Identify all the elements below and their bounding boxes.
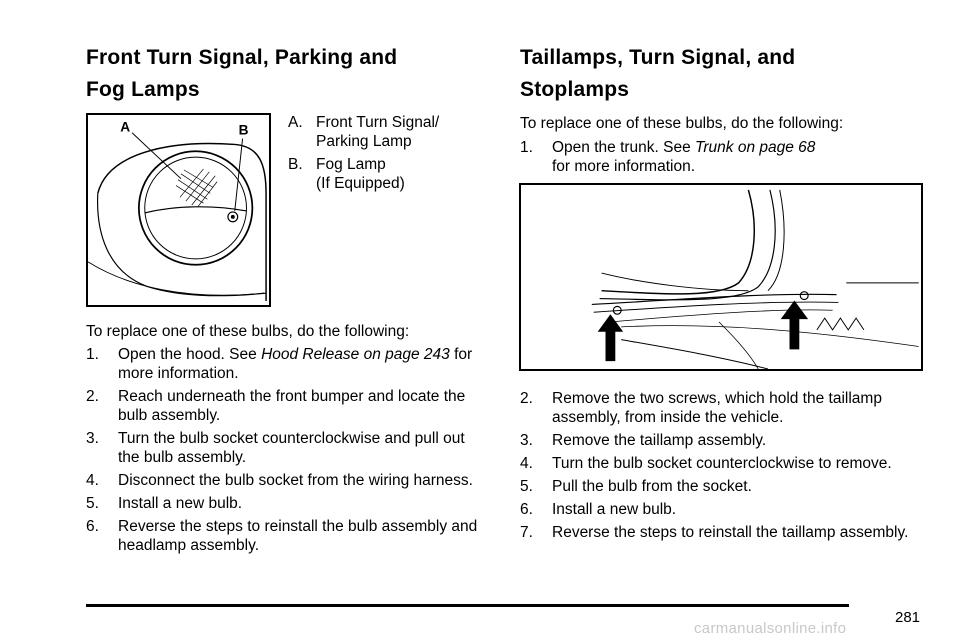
step-text: Disconnect the bulb socket from the wiring harness. [118, 472, 473, 489]
step-text: Turn the bulb socket counterclockwise and pull out the bulb assembly. [118, 430, 465, 466]
step-text-before: Open the trunk. See [552, 139, 696, 156]
step-number: 4. [520, 455, 533, 472]
step-number: 2. [86, 388, 99, 405]
callout-letter: A. [288, 114, 303, 131]
left-intro-text: To replace one of these bulbs, do the following: [86, 323, 410, 340]
hood-release-link[interactable]: Hood Release on page 243 [261, 346, 450, 363]
step-item [520, 477, 920, 496]
watermark: carmanualsonline.info [694, 620, 847, 637]
step-item [520, 523, 920, 542]
step-text: Remove the two screws, which hold the taillamp assembly, from inside the vehicle. [552, 390, 882, 426]
callout-text-line: (If Equipped) [316, 175, 405, 192]
step-item [86, 345, 486, 383]
figure-label-a: A [120, 119, 131, 135]
page-number: 281 [895, 609, 921, 626]
step-text: Install a new bulb. [118, 495, 243, 512]
step-item [520, 389, 920, 427]
heading-line: Fog Lamps [86, 78, 200, 101]
taillamp-step-one [520, 138, 920, 180]
step-text [118, 345, 486, 383]
callout-item [288, 113, 478, 151]
heading-line: Front Turn Signal, Parking and [86, 46, 398, 69]
callout-text-line: Fog Lamp [316, 156, 386, 173]
step-text: Turn the bulb socket counterclockwise to remove. [552, 455, 892, 472]
step-item [520, 431, 920, 450]
step-number: 1. [86, 346, 99, 363]
callout-text-line: Front Turn Signal/ [316, 114, 440, 131]
step-number: 6. [86, 518, 99, 535]
taillamp-illustration [519, 183, 923, 371]
step-item [520, 500, 920, 519]
right-intro-text: To replace one of these bulbs, do the following: [520, 115, 844, 132]
step-number: 1. [520, 139, 533, 156]
step-number: 2. [520, 390, 533, 407]
step-number: 3. [86, 430, 99, 447]
taillamp-steps [520, 389, 920, 546]
front-lamp-illustration [86, 113, 271, 307]
step-text: Install a new bulb. [552, 501, 677, 518]
step-item [86, 517, 486, 555]
callout-letter: B. [288, 156, 303, 173]
step-item [86, 494, 486, 513]
figure-label-b: B [238, 122, 249, 138]
step-text: Pull the bulb from the socket. [552, 478, 752, 495]
callout-legend [288, 113, 478, 197]
heading-line: Stoplamps [520, 78, 630, 101]
step-item [520, 454, 920, 473]
step-text [552, 138, 920, 176]
step-text: Reach underneath the front bumper and locate the bulb assembly. [118, 388, 466, 424]
step-item [86, 471, 486, 490]
step-number: 5. [86, 495, 99, 512]
callout-item [288, 155, 478, 193]
step-number: 5. [520, 478, 533, 495]
step-number: 7. [520, 524, 533, 541]
section-heading-taillamps [520, 42, 920, 106]
front-lamp-drawing [88, 115, 269, 305]
arrow-icon [781, 300, 808, 349]
footer-rule [86, 604, 849, 607]
step-text-before: Open the hood. See [118, 346, 262, 363]
front-lamp-steps [86, 345, 486, 559]
section-heading-front-lamps [86, 42, 486, 106]
step-text-after: for more information. [552, 158, 695, 175]
step-number: 3. [520, 432, 533, 449]
step-item [520, 138, 920, 176]
step-text: Reverse the steps to reinstall the taillamp assembly. [552, 524, 909, 541]
step-number: 6. [520, 501, 533, 518]
step-number: 4. [86, 472, 99, 489]
step-item [86, 387, 486, 425]
callout-text-line: Parking Lamp [316, 133, 412, 150]
step-item [86, 429, 486, 467]
step-text-after: for more information. [118, 346, 473, 382]
step-text: Reverse the steps to reinstall the bulb assembly and headlamp assembly. [118, 518, 478, 554]
trunk-link[interactable]: Trunk on page 68 [695, 139, 816, 156]
taillamp-drawing [521, 185, 921, 369]
step-text: Remove the taillamp assembly. [552, 432, 767, 449]
heading-line: Taillamps, Turn Signal, and [520, 46, 796, 69]
